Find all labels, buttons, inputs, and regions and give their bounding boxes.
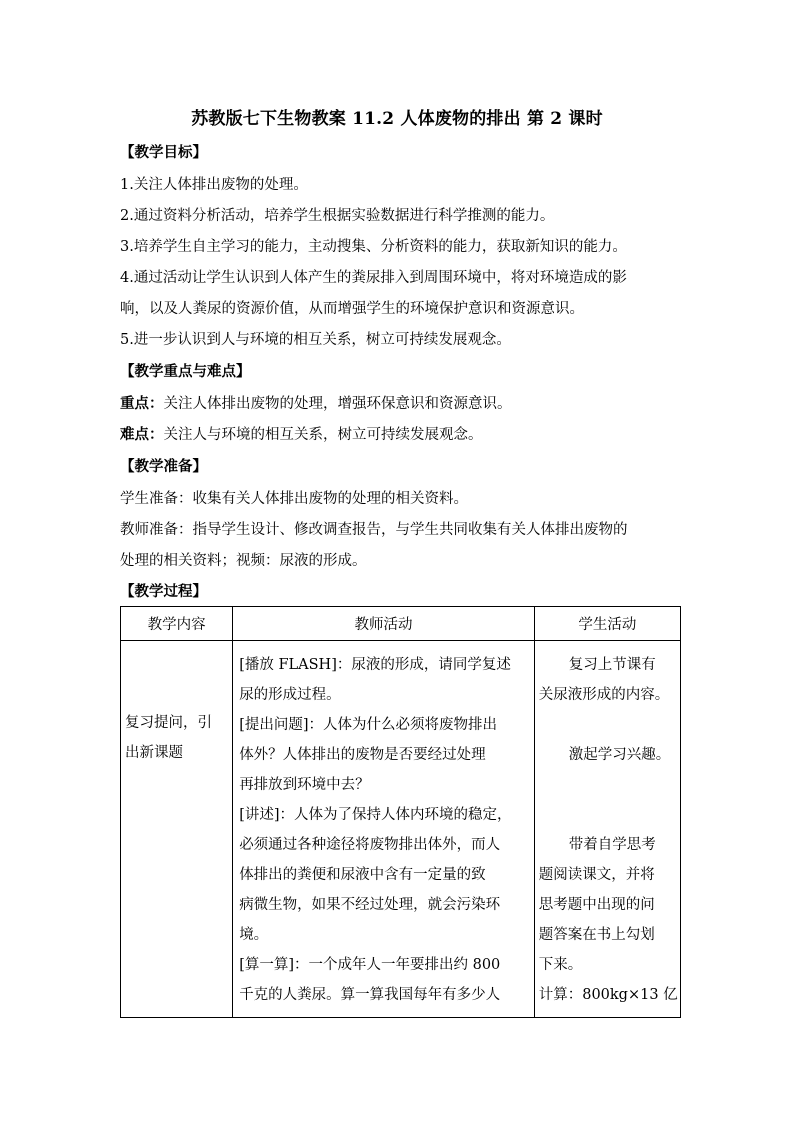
content-line: 出新课题 bbox=[125, 745, 183, 761]
header-content: 教学内容 bbox=[121, 607, 233, 641]
difficult-point-text: 关注人与环境的相互关系，树立可持续发展观念。 bbox=[163, 427, 483, 443]
objective-item: 2.通过资料分析活动，培养学生根据实验数据进行科学推测的能力。 bbox=[120, 208, 555, 224]
objective-item: 3.培养学生自主学习的能力，主动搜集、分析资料的能力，获取新知识的能力。 bbox=[120, 239, 627, 255]
student-line: 带着自学思考 bbox=[568, 837, 656, 853]
student-line: 思考题中出现的问 bbox=[538, 897, 655, 913]
student-line: 关尿液形成的内容。 bbox=[538, 687, 670, 703]
key-point bbox=[120, 394, 690, 414]
teacher-line: [提出问题]：人体为什么必须将废物排出 bbox=[239, 717, 497, 733]
content-line: 复习提问，引 bbox=[125, 715, 212, 731]
student-line: 激起学习兴趣。 bbox=[568, 747, 671, 763]
key-point-text: 关注人体排出废物的处理，增强环保意识和资源意识。 bbox=[163, 396, 512, 412]
content-cell bbox=[121, 641, 233, 1018]
teacher-line: 体外？人体排出的废物是否要经过处理 bbox=[239, 747, 486, 763]
preparation-item: 处理的相关资料；视频：尿液的形成。 bbox=[120, 553, 367, 569]
objective-item: 4.通过活动让学生认识到人体产生的粪尿排入到周围环境中，将对环境造成的影 bbox=[120, 270, 627, 286]
student-line: 下来。 bbox=[538, 957, 583, 973]
teacher-line: [播放 FLASH]：尿液的形成，请同学复述 bbox=[239, 657, 511, 673]
preparation-heading: 【教学准备】 bbox=[120, 458, 207, 475]
key-points-heading: 【教学重点与难点】 bbox=[120, 363, 251, 380]
key-point-label: 重点： bbox=[120, 395, 164, 412]
student-line: 题阅读课文，并将 bbox=[538, 867, 655, 883]
teacher-line: [算一算]：一个成年人一年要排出约 800 bbox=[239, 957, 501, 973]
teacher-line: 体排出的粪便和尿液中含有一定量的致 bbox=[239, 867, 486, 883]
student-cell bbox=[534, 641, 680, 1018]
header-teacher: 教师活动 bbox=[233, 607, 535, 641]
teacher-line: 尿的形成过程。 bbox=[239, 687, 341, 703]
teacher-line: 境。 bbox=[239, 927, 269, 943]
table-header-row bbox=[121, 607, 681, 641]
objective-item: 1.关注人体排出废物的处理。 bbox=[120, 177, 308, 193]
objective-item: 响，以及人粪尿的资源价值，从而增强学生的环境保护意识和资源意识。 bbox=[120, 301, 584, 317]
table-row bbox=[121, 641, 681, 1018]
lesson-process-table bbox=[120, 606, 681, 1018]
preparation-item: 教师准备：指导学生设计、修改调查报告，与学生共同收集有关人体排出废物的 bbox=[120, 522, 628, 538]
objectives-heading: 【教学目标】 bbox=[120, 144, 207, 161]
teacher-line: 必须通过各种途径将废物排出体外，而人 bbox=[239, 837, 501, 853]
objective-item: 5.进一步认识到人与环境的相互关系，树立可持续发展观念。 bbox=[120, 332, 511, 348]
teacher-line: 千克的人粪尿。算一算我国每年有多少人 bbox=[239, 987, 501, 1003]
student-line: 题答案在书上勾划 bbox=[538, 927, 655, 943]
student-line: 复习上节课有 bbox=[568, 657, 656, 673]
teacher-line: 病微生物，如果不经过处理，就会污染环 bbox=[239, 897, 501, 913]
process-heading: 【教学过程】 bbox=[120, 583, 207, 600]
difficult-point-label: 难点： bbox=[120, 426, 164, 443]
page-title: 苏教版七下生物教案 11.2 人体废物的排出 第 2 课时 bbox=[191, 109, 603, 129]
student-line: 计算：800kg×13 亿 bbox=[538, 987, 678, 1003]
difficult-point bbox=[120, 425, 690, 445]
teacher-line: [讲述]：人体为了保持人体内环境的稳定， bbox=[239, 807, 512, 823]
teacher-cell bbox=[233, 641, 535, 1018]
teacher-line: 再排放到环境中去？ bbox=[239, 777, 370, 793]
preparation-item: 学生准备：收集有关人体排出废物的处理的相关资料。 bbox=[120, 491, 468, 507]
header-student: 学生活动 bbox=[534, 607, 680, 641]
